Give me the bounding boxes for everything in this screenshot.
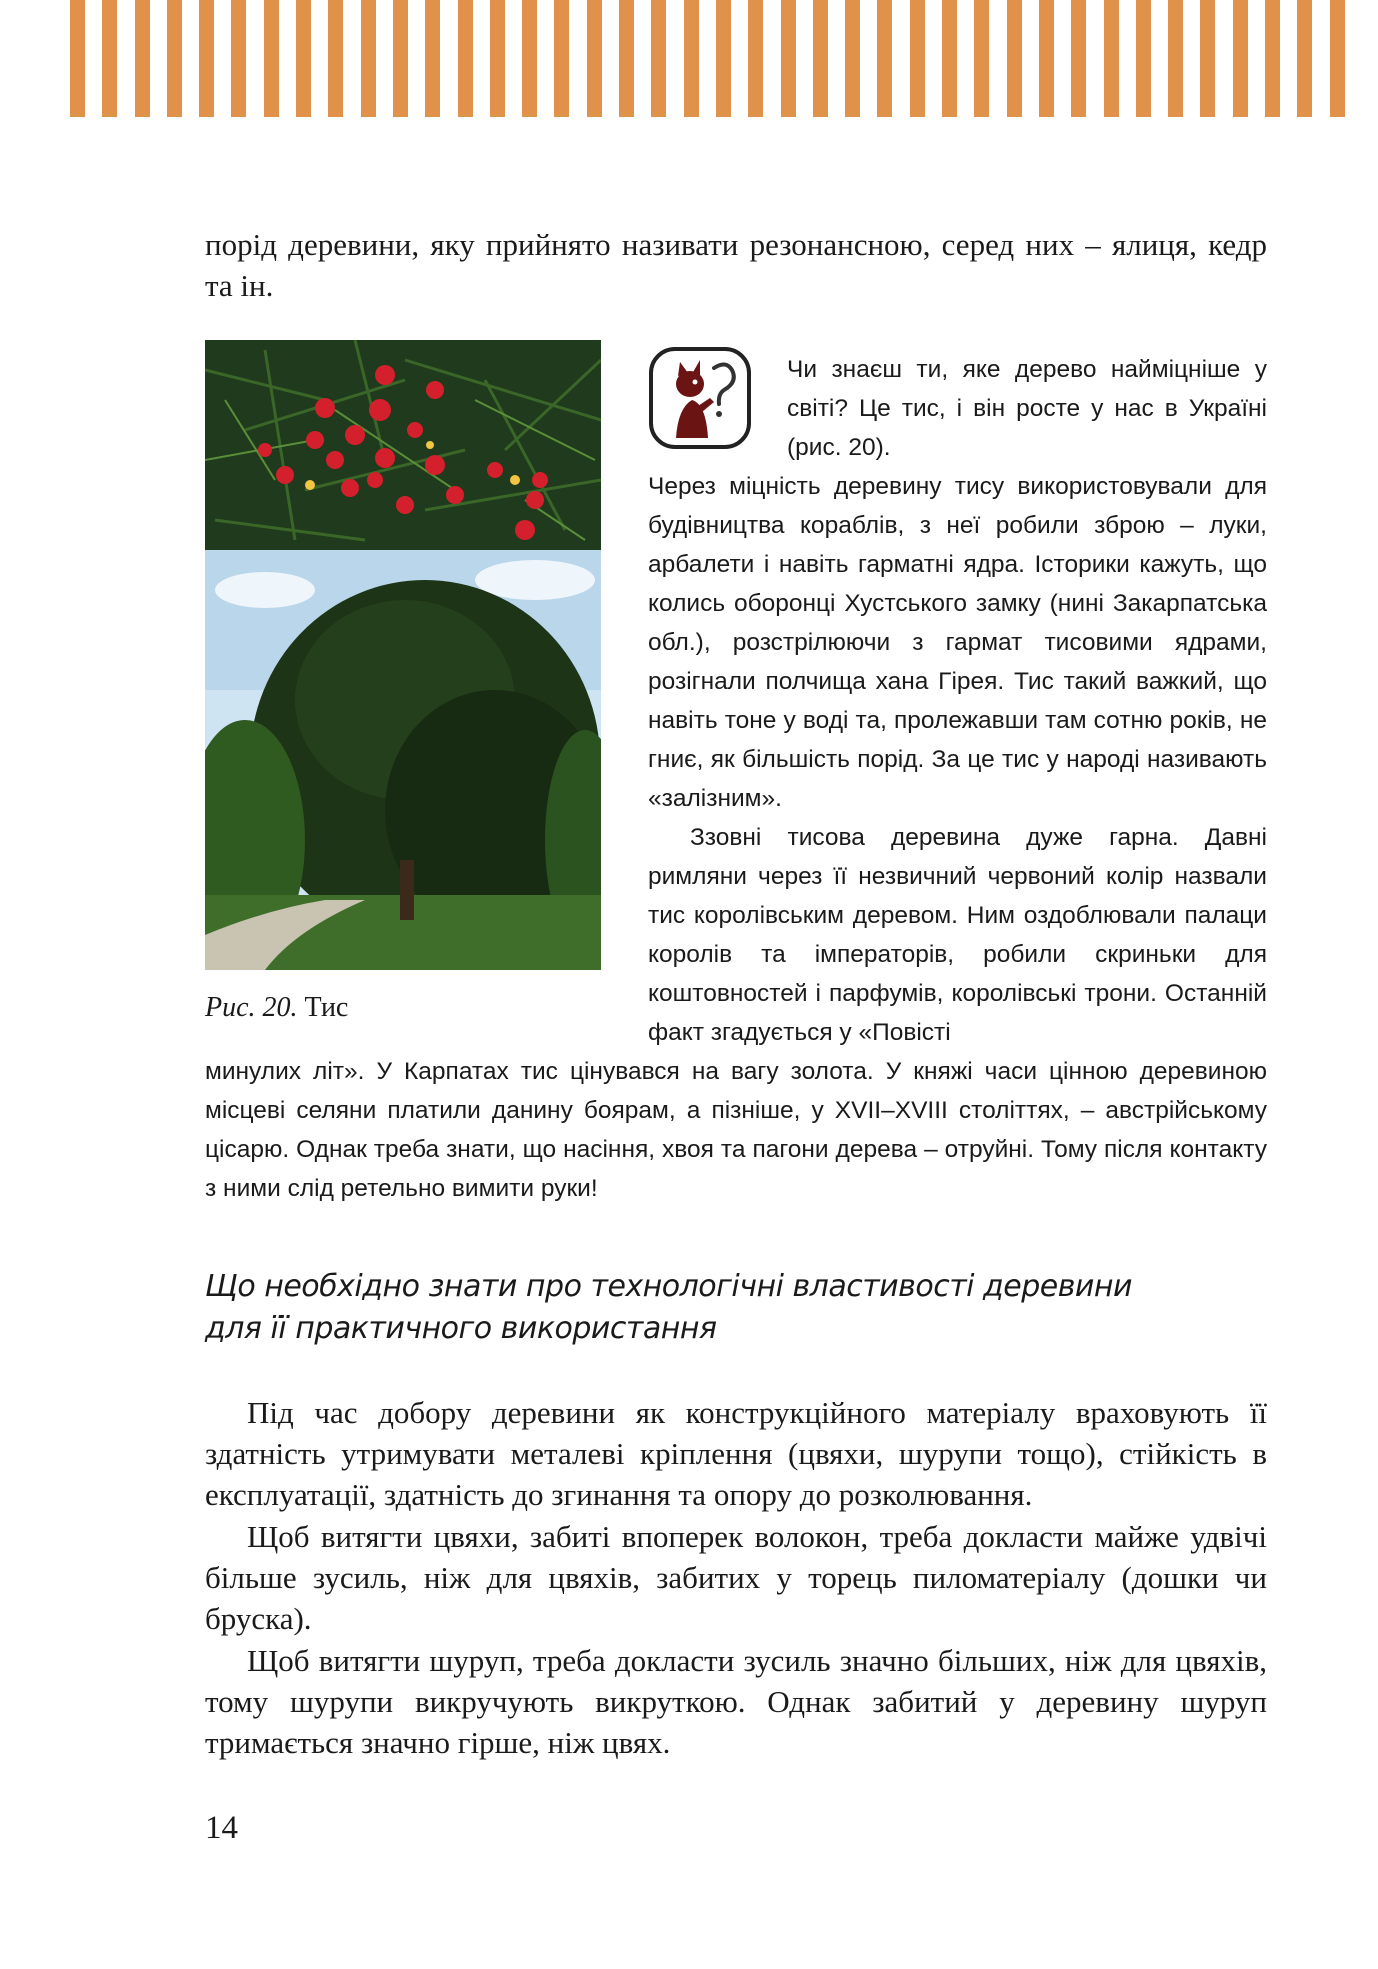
header-stripe <box>845 0 860 117</box>
header-stripe <box>490 0 505 117</box>
page-number: 14 <box>205 1810 238 1846</box>
header-stripe <box>684 0 699 117</box>
header-stripe <box>1007 0 1022 117</box>
header-stripe <box>587 0 602 117</box>
decorative-stripe-header <box>70 0 1345 117</box>
header-stripe <box>231 0 246 117</box>
header-stripe <box>877 0 892 117</box>
header-stripe <box>70 0 85 117</box>
header-stripe <box>361 0 376 117</box>
header-stripe <box>264 0 279 117</box>
cloud <box>215 572 315 608</box>
header-stripe <box>135 0 150 117</box>
header-stripe <box>458 0 473 117</box>
header-stripe <box>1265 0 1280 117</box>
header-stripe <box>1297 0 1312 117</box>
header-stripe <box>1071 0 1086 117</box>
header-stripe <box>554 0 569 117</box>
body-paragraph-3: Щоб витягти шуруп, треба докласти зусиль значно більших, ніж для цвяхів, тому шурупи викручують викруткою. Однак забитий у деревину шуруп тримається значно гірше, ніж цвях. <box>205 1643 1267 1760</box>
section-heading-line-2: для її практичного використання <box>205 1311 717 1346</box>
body-paragraph-2: Щоб витягти цвяхи, забиті впоперек волокон, треба докласти майже удвічі більше зусиль, ніж для цвяхів, забитих у торець пиломатеріалу (дошки чи бруска). <box>205 1519 1267 1636</box>
header-stripe <box>425 0 440 117</box>
header-stripe <box>974 0 989 117</box>
figure-caption <box>205 992 348 1024</box>
sidebar-intro-text: Чи знаєш ти, яке дерево найміцніше у світі? Це тис, і він росте у нас в Україні (рис. 20). <box>787 356 1267 461</box>
body-paragraph-1: Під час добору деревини як конструкційного матеріалу враховують її здатність утримувати металеві кріплення (цвяхи, шурупи тощо), стійкість в експлуатації, здатність до згинання та опору до розколювання. <box>205 1395 1267 1512</box>
header-stripe <box>619 0 634 117</box>
header-stripe <box>748 0 763 117</box>
section-heading-line-1: Що необхідно знати про технологічні властивості деревини <box>205 1269 1133 1304</box>
header-stripe <box>1200 0 1215 117</box>
question-thinker-icon <box>648 346 752 450</box>
header-stripe <box>393 0 408 117</box>
sidebar-paragraph-2-continued: минулих літ». У Карпатах тис цінувався на вагу золота. У княжі часи цінною деревиною місцеві селяни платили данину боярам, а пізніше, у XVII–XVIII століттях, – австрійському цісарю. Однак треба знати, що насіння, хвоя та пагони дерева – отруйні. Тому після контакту з ними слід ретельно вимити руки! <box>205 1058 1267 1202</box>
header-stripe <box>1136 0 1151 117</box>
figure-caption-text: Тис <box>304 992 349 1023</box>
header-stripe <box>781 0 796 117</box>
sidebar-paragraph-2: Ззовні тисова деревина дуже гарна. Давні римляни через її незвичний червоний колір назвали тис королівським деревом. Ним оздоблювали палаци королів та імператорів, робили скриньки для коштовностей і парфумів, королівські трони. Останній факт згадується у «Повісті <box>648 824 1267 1046</box>
header-stripe <box>1168 0 1183 117</box>
header-stripe <box>199 0 214 117</box>
figure-caption-label: Рис. 20. <box>205 992 298 1023</box>
header-stripe <box>1330 0 1345 117</box>
header-stripe <box>1233 0 1248 117</box>
header-stripe <box>942 0 957 117</box>
header-stripe <box>102 0 117 117</box>
header-stripe <box>522 0 537 117</box>
tree-trunk <box>400 860 414 920</box>
header-stripe <box>716 0 731 117</box>
yew-tree-photo <box>205 340 601 970</box>
header-stripe <box>296 0 311 117</box>
yew-photo-illustration <box>205 340 601 970</box>
header-stripe <box>1039 0 1054 117</box>
cloud <box>475 560 595 600</box>
header-stripe <box>167 0 182 117</box>
header-stripe <box>813 0 828 117</box>
header-stripe <box>910 0 925 117</box>
intro-paragraph: порід деревини, яку прийнято називати резонансною, серед них – ялиця, кедр та ін. <box>205 227 1267 303</box>
sidebar-paragraph-1: Через міцність деревину тису використовували для будівництва кораблів, з неї робили зброю – луки, арбалети і навіть гарматні ядра. Історики кажуть, що колись оборонці Хустського замку (нині Закарпатська обл.), розстрілюючи з гармат тисовими ядрами, розігнали полчища хана Гірея. Тис такий важкий, що навіть тоне у воді та, пролежавши там сотню років, не гниє, як більшість порід. За це тис у народі називають «залізним». <box>648 473 1267 812</box>
header-stripe <box>328 0 343 117</box>
section-heading <box>205 1266 1267 1350</box>
header-stripe <box>1104 0 1119 117</box>
header-stripe <box>651 0 666 117</box>
